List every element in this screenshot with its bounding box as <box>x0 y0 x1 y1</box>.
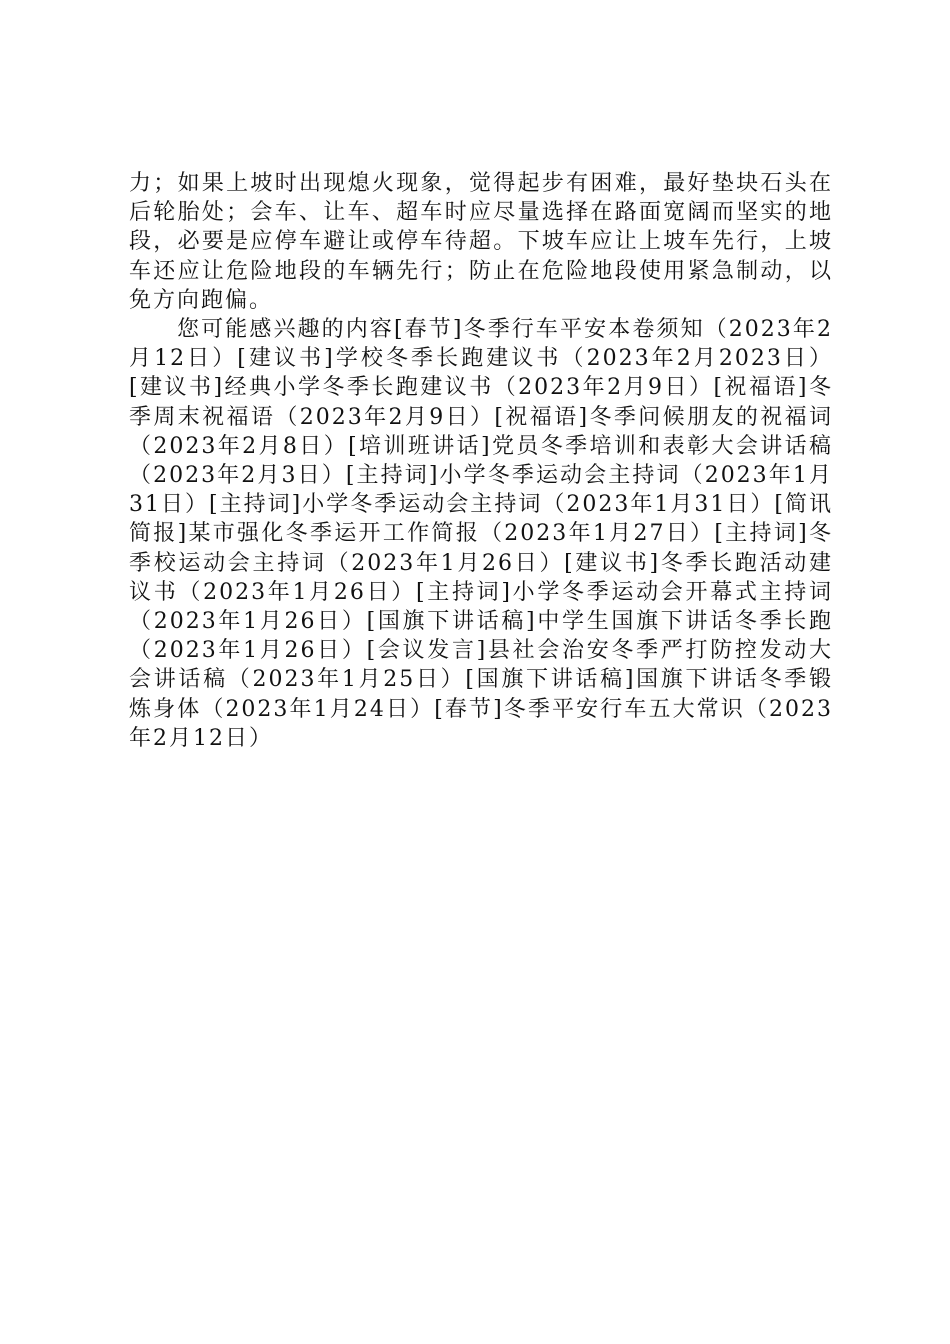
document-body <box>129 169 833 753</box>
paragraph-driving-tips: 力；如果上坡时出现熄火现象，觉得起步有困难，最好垫块石头在后轮胎处；会车、让车、超车时应尽量选择在路面宽阔而坚实的地段，必要是应停车避让或停车待超。下坡车应让上坡车先行，上坡车还应让危险地段的车辆先行；防止在危险地段使用紧急制动，以免方向跑偏。 <box>129 171 833 313</box>
paragraph-related-content: 您可能感兴趣的内容[春节]冬季行车平安本卷须知（2023年2月12日）[建议书]学校冬季长跑建议书（2023年2月2023日）[建议书]经典小学冬季长跑建议书（2023年2月9日）[祝福语]冬季周末祝福语（2023年2月9日）[祝福语]冬季问候朋友的祝福词（2023年2月8日）[培训班讲话]党员冬季培训和表彰大会讲话稿（2023年2月3日）[主持词]小学冬季运动会主持词（2023年1月31日）[主持词]小学冬季运动会主持词（2023年1月31日）[简讯简报]某市强化冬季运开工作简报（2023年1月27日）[主持词]冬季校运动会主持词（2023年1月26日）[建议书]冬季长跑活动建议书（2023年1月26日）[主持词]小学冬季运动会开幕式主持词（2023年1月26日）[国旗下讲话稿]中学生国旗下讲话冬季长跑（2023年1月26日）[会议发言]县社会治安冬季严打防控发动大会讲话稿（2023年1月25日）[国旗下讲话稿]国旗下讲话冬季锻炼身体（2023年1月24日）[春节]冬季平安行车五大常识（2023年2月12日） <box>129 317 833 751</box>
